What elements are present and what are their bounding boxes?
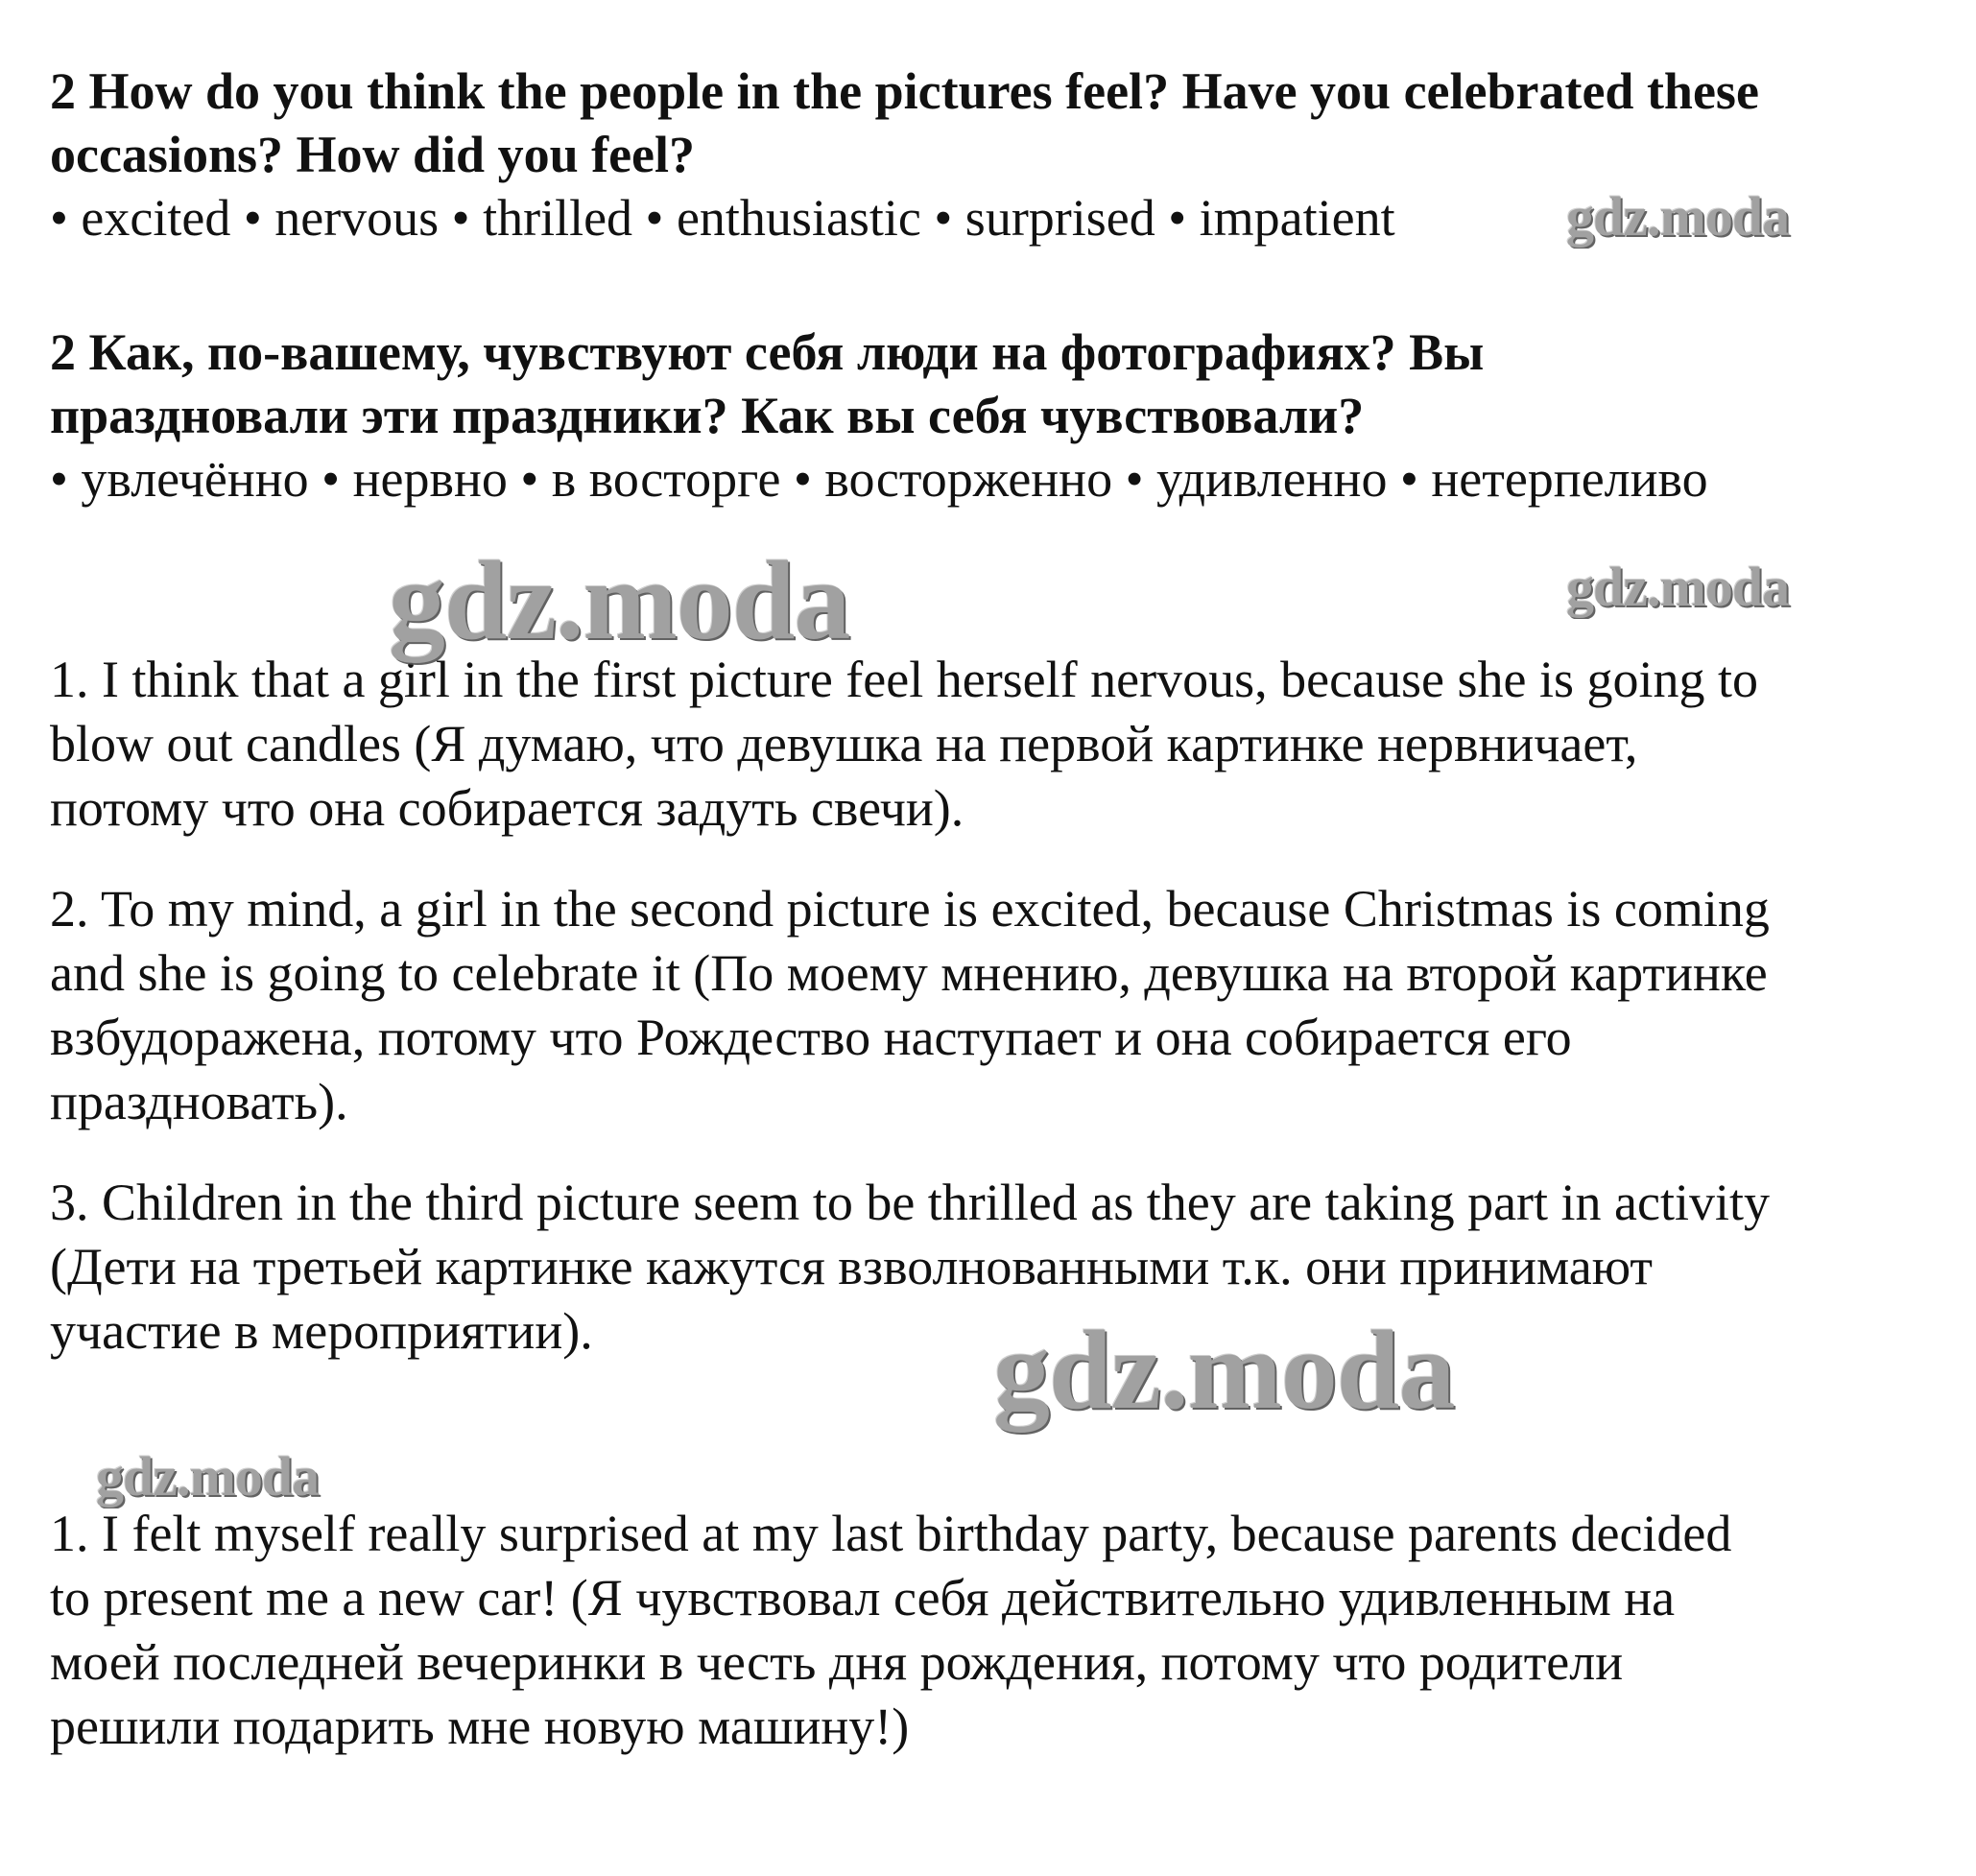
answer-4-line-1: 1. I felt myself really surprised at my last birthday party, because parents decided [50,1505,1732,1562]
task-words-ru: • увлечённо • нервно • в восторге • восторженно • удивленно • нетерпеливо [50,450,1708,508]
answer-4-line-3: моей последней вечеринки в честь дня рождения, потому что родители [50,1633,1624,1691]
answer-1-line-1: 1. I think that a girl in the first picture feel herself nervous, because she is going to [50,651,1758,708]
answer-1-line-3: потому что она собирается задуть свечи). [50,779,964,837]
task-heading-en-line-2: occasions? How did you feel? [50,126,696,183]
answer-3-line-3: участие в мероприятии). [50,1302,593,1360]
watermark-logo: gdz.moda [389,537,850,663]
task-heading-en-line-1: 2 How do you think the people in the pictures feel? Have you celebrated these [50,62,1759,120]
watermark-logo: gdz.moda [1566,556,1790,618]
answer-2-line-1: 2. To my mind, a girl in the second picture is excited, because Christmas is coming [50,880,1770,938]
answer-4-line-2: to present me a new car! (Я чувствовал себя действительно удивленным на [50,1569,1676,1627]
answer-2-line-3: взбудоражена, потому что Рождество наступает и она собирается его [50,1009,1572,1066]
watermark-logo: gdz.moda [1566,185,1790,248]
task-heading-ru-line-1: 2 Как, по-вашему, чувствуют себя люди на фотографиях? Вы [50,323,1485,381]
watermark-logo: gdz.moda [993,1307,1455,1433]
watermark-logo: gdz.moda [96,1445,320,1508]
answer-3-line-1: 3. Children in the third picture seem to be thrilled as they are taking part in activity [50,1174,1770,1231]
task-words-en: • excited • nervous • thrilled • enthusiastic • surprised • impatient [50,189,1395,247]
task-heading-ru-line-2: праздновали эти праздники? Как вы себя чувствовали? [50,387,1365,444]
answer-4-line-4: решили подарить мне новую машину!) [50,1698,910,1755]
answer-1-line-2: blow out candles (Я думаю, что девушка на первой картинке нервничает, [50,715,1638,772]
answer-2-line-4: праздновать). [50,1073,348,1130]
answer-3-line-2: (Дети на третьей картинке кажутся взволнованными т.к. они принимают [50,1238,1653,1295]
answer-2-line-2: and she is going to celebrate it (По моему мнению, девушка на второй картинке [50,944,1768,1002]
